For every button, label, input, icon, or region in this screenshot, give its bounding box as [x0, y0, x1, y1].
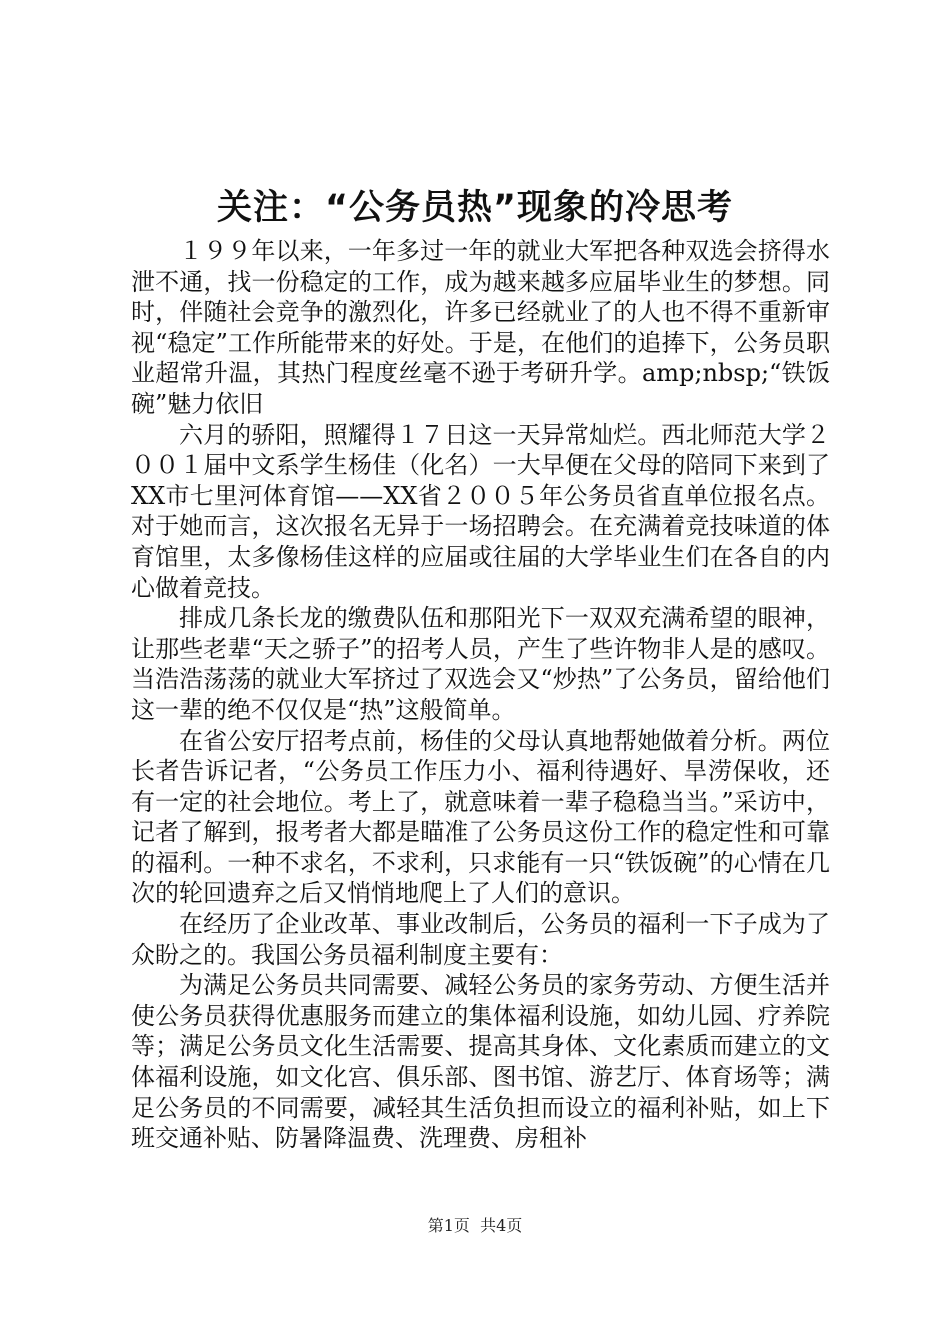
document-title: 关注：“公务员热”现象的冷思考 — [216, 188, 733, 228]
paragraph-3: 排成几条长龙的缴费队伍和那阳光下一双双充满希望的眼神，让那些老辈“天之骄子”的招考人员，产生了些许物非人是的感叹。当浩浩荡荡的就业大军挤过了双选会又“炒热”了公务员，留给他们这一辈的绝不仅仅是“热”这般简单。 — [131, 604, 830, 724]
page-footer — [0, 1216, 950, 1236]
paragraph-1: １９９年以来，一年多过一年的就业大军把各种双选会挤得水泄不通，找一份稳定的工作，成为越来越多应届毕业生的梦想。同时，伴随社会竞争的激烈化，许多已经就业了的人也不得不重新审视“稳定”工作所能带来的好处。于是，在他们的追捧下，公务员职业超常升温，其热门程度丝毫不逊于考研升学。amp;nbsp;“铁饭碗”魅力依旧 — [131, 237, 830, 418]
footer-separator — [470, 1216, 480, 1235]
page-total: 共4页 — [480, 1216, 523, 1235]
document-body — [131, 236, 830, 1154]
paragraph-2: 六月的骄阳，照耀得１７日这一天异常灿烂。西北师范大学２００１届中文系学生杨佳（化名）一大早便在父母的陪同下来到了XX市七里河体育馆——XX省２００５年公务员省直单位报名点。对于她而言，这次报名无异于一场招聘会。在充满着竞技味道的体育馆里，太多像杨佳这样的应届或往届的大学毕业生们在各自的内心做着竞技。 — [131, 420, 830, 602]
page-number: 第1页 — [427, 1216, 470, 1235]
paragraph-4: 在省公安厅招考点前，杨佳的父母认真地帮她做着分析。两位长者告诉记者，“公务员工作压力小、福利待遇好、旱涝保收，还有一定的社会地位。考上了，就意味着一辈子稳稳当当。”采访中，记者了解到，报考者大都是瞄准了公务员这份工作的稳定性和可靠的福利。一种不求名，不求利，只求能有一只“铁饭碗”的心情在几次的轮回遗弃之后又悄悄地爬上了人们的意识。 — [131, 726, 830, 908]
paragraph-5: 在经历了企业改革、事业改制后，公务员的福利一下子成为了众盼之的。我国公务员福利制度主要有： — [131, 910, 830, 969]
paragraph-6: 为满足公务员共同需要、减轻公务员的家务劳动、方便生活并使公务员获得优惠服务而建立的集体福利设施，如幼儿园、疗养院等；满足公务员文化生活需要、提高其身体、文化素质而建立的文体福利设施，如文化宫、俱乐部、图书馆、游艺厅、体育场等；满足公务员的不同需要，减轻其生活负担而设立的福利补贴，如上下班交通补贴、防暑降温费、洗理费、房租补 — [131, 971, 830, 1153]
